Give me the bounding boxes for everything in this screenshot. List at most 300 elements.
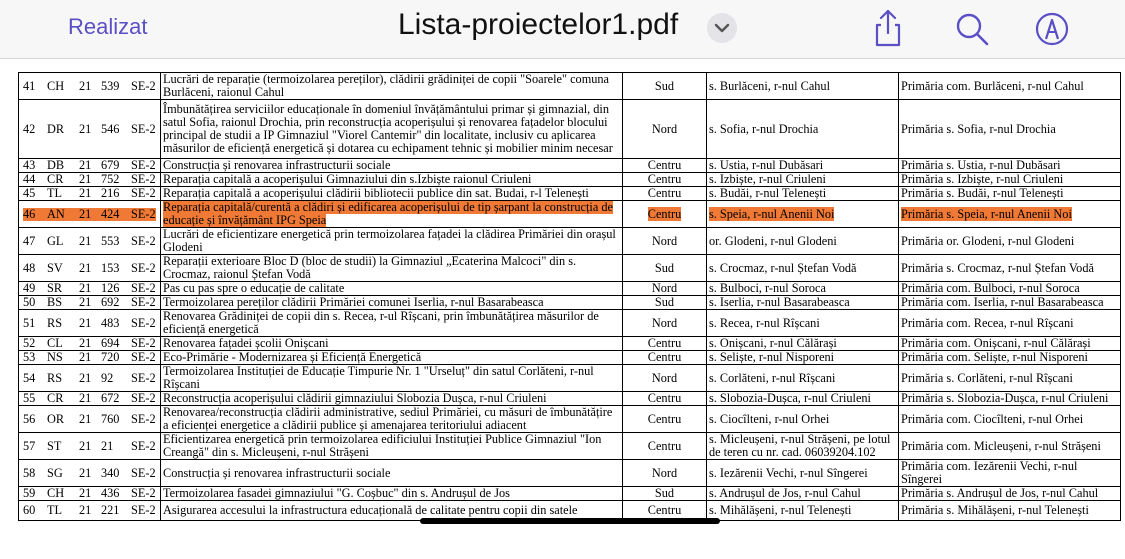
district-code: CH [47, 486, 65, 500]
program-code: SE-2 [131, 438, 156, 453]
location-cell-text: or. Glodeni, r-nul Glodeni [709, 233, 837, 248]
location-cell-text: s. Andrușul de Jos, r-nul Cahul [709, 486, 861, 500]
project-description-text: Eficientizarea energetică prin termoizolarea edificiului Instituției Publice Gimnaziul "Ion Creangă" din s. Micleușeni, r-nul Strășeni [163, 432, 602, 459]
table-row [19, 187, 1121, 201]
project-id: 553 [101, 233, 120, 248]
project-description [161, 100, 623, 159]
location-cell-text: s. Izbiște, r-nul Criuleni [709, 172, 826, 186]
share-icon [868, 8, 908, 48]
beneficiary-cell [899, 406, 1121, 433]
location-cell-text: s. Onișcani, r-nul Călărași [709, 336, 837, 350]
row-number: 56 [23, 411, 36, 426]
project-id: 92 [101, 370, 114, 385]
share-button[interactable] [868, 8, 908, 48]
project-code-cell [19, 337, 161, 351]
project-description [161, 351, 623, 365]
beneficiary-cell [899, 255, 1121, 282]
year-code: 21 [79, 281, 92, 295]
location-cell-text: s. Burlăceni, r-nul Cahul [709, 78, 830, 93]
region-cell [623, 201, 707, 228]
project-description-text: Renovarea Grădiniței de copii din s. Recea, r-ul Rîșcani, prin îmbunătățirea măsurilor de eficiență energetică [163, 309, 599, 336]
project-description [161, 296, 623, 310]
pdf-toolbar [0, 0, 1125, 59]
beneficiary-cell [899, 73, 1121, 100]
year-code: 21 [79, 350, 92, 364]
project-code-cell [19, 460, 161, 487]
pdf-page[interactable] [18, 72, 1122, 559]
project-code-cell [19, 201, 161, 228]
table-row [19, 406, 1121, 433]
project-id: 21 [101, 438, 114, 453]
project-description-text: Lucrări de eficientizare energetică prin termoizolarea fațadei la clădirea Primăriei din orașul Glodeni [163, 227, 616, 254]
project-description-text: Reparații exterioare Bloc D (bloc de studii) la Gimnaziul „Ecaterina Malcoci" din s. Crocmaz, raionul Ștefan Vodă [163, 254, 577, 281]
table-row [19, 201, 1121, 228]
project-description-text: Pas cu pas spre o educație de calitate [163, 281, 345, 295]
district-code: ST [47, 438, 62, 453]
project-id: 126 [101, 281, 120, 295]
project-description-text: Reparația capitală/curentă a clădiri și edificarea acoperișului de tip șarpant la construcția de educație și învățământ IPG Speia [163, 200, 613, 227]
year-code: 21 [79, 78, 92, 93]
project-id: 694 [101, 336, 120, 350]
project-code-cell [19, 73, 161, 100]
row-number: 58 [23, 465, 36, 480]
chevron-down-icon [707, 13, 737, 43]
project-id: 424 [101, 208, 131, 221]
program-code: SE-2 [131, 465, 156, 480]
region-cell [623, 433, 707, 460]
row-number: 47 [23, 233, 36, 248]
table-row [19, 73, 1121, 100]
row-number: 50 [23, 295, 36, 309]
district-code: DR [47, 121, 65, 136]
project-description-text: Construcția și renovarea infrastructurii sociale [163, 158, 391, 172]
project-id: 672 [101, 391, 120, 405]
project-code-cell [19, 365, 161, 392]
region-cell-text: Centru [647, 206, 682, 221]
region-cell-text: Sud [654, 78, 675, 93]
project-description-text: Lucrări de reparație (termoizolarea pereților), clădirii grădiniței de copii "Soarele" comuna Burlăceni, raionul Cahul [163, 72, 610, 99]
row-number: 41 [23, 78, 36, 93]
beneficiary-cell [899, 351, 1121, 365]
location-cell [707, 159, 899, 173]
location-cell [707, 337, 899, 351]
project-description [161, 187, 623, 201]
location-cell-text: s. Ciocîlteni, r-nul Orhei [709, 411, 830, 426]
location-cell [707, 365, 899, 392]
location-cell-text: s. Iezărenii Vechi, r-nul Sîngerei [709, 465, 868, 480]
beneficiary-cell [899, 310, 1121, 337]
location-cell [707, 392, 899, 406]
row-number: 46 [23, 208, 47, 221]
project-description [161, 487, 623, 501]
beneficiary-cell-text: Primăria s. Budăi, r-nul Telenești [901, 186, 1064, 200]
beneficiary-cell [899, 228, 1121, 255]
region-cell-text: Centru [647, 503, 682, 517]
project-description-text: Eco-Primărie - Modernizarea și Eficiență Energetică [163, 350, 422, 364]
project-description [161, 460, 623, 487]
beneficiary-cell [899, 460, 1121, 487]
beneficiary-cell-text: Primăria com. Onișcani, r-nul Călărași [901, 336, 1091, 350]
project-description-text: Asigurarea accesului la infrastructura educațională de calitate pentru copii din satele [163, 503, 578, 517]
search-icon [952, 8, 992, 48]
project-code-cell [19, 228, 161, 255]
row-number: 60 [23, 503, 36, 517]
region-cell [623, 255, 707, 282]
location-cell [707, 433, 899, 460]
location-cell [707, 310, 899, 337]
row-number: 57 [23, 438, 36, 453]
project-code-cell [19, 433, 161, 460]
project-description-text: Reparația capitală a acoperișului clădirii bibliotecii publice din sat. Budai, r-l Telenești [163, 186, 589, 200]
project-id: 340 [101, 465, 120, 480]
row-number: 42 [23, 121, 36, 136]
project-description-text: Renovarea/reconstrucția clădirii administrative, sediul Primăriei, cu măsuri de îmbunătățire a eficienței energetice a clădirii publice și amenajarea teritoriului adiacent [163, 405, 613, 432]
project-description-text: Termoizolarea Instituției de Educație Timpurie Nr. 1 "Urseluț" din satul Corlăteni, r-nul Rîșcani [163, 364, 594, 391]
project-description [161, 433, 623, 460]
project-code-cell [19, 282, 161, 296]
location-cell-text: s. Budăi, r-nul Telenești [709, 186, 827, 200]
region-cell [623, 310, 707, 337]
project-description-text: Îmbunătățirea serviciilor educaționale în domeniul învățământului primar și gimnazial, din satul Sofia, raionul Drochia, prin reconstrucția acoperișului și renovarea fațadelor blocului principal de studii a IP Gimnaziul "Viorel Cantemir" din localitate, inclusiv cu aplicarea măsurilor de eficiență energetică și dotarea cu echipament tehnic și mobilier minim necesar [163, 102, 613, 155]
project-description [161, 282, 623, 296]
project-description [161, 159, 623, 173]
location-cell-text: s. Slobozia-Dușca, r-nul Criuleni [709, 391, 871, 405]
region-cell-text: Centru [647, 411, 682, 426]
program-code: SE-2 [131, 295, 156, 309]
row-number: 59 [23, 486, 36, 500]
beneficiary-cell-text: Primăria s. Sofia, r-nul Drochia [901, 121, 1056, 136]
location-cell [707, 296, 899, 310]
location-cell [707, 501, 899, 521]
table-row [19, 460, 1121, 487]
year-code: 21 [79, 411, 92, 426]
district-code: CR [47, 391, 64, 405]
location-cell [707, 460, 899, 487]
project-description [161, 406, 623, 433]
beneficiary-cell [899, 201, 1121, 228]
table-row [19, 392, 1121, 406]
year-code: 21 [79, 336, 92, 350]
beneficiary-cell-text: Primăria com. Burlăceni, r-nul Cahul [901, 78, 1084, 93]
region-cell-text: Nord [651, 370, 678, 385]
row-number: 54 [23, 370, 36, 385]
year-code: 21 [79, 486, 92, 500]
project-code-cell [19, 487, 161, 501]
program-code: SE-2 [131, 350, 156, 364]
beneficiary-cell [899, 365, 1121, 392]
beneficiary-cell [899, 173, 1121, 187]
project-description-text: Termoizolarea fasadei gimnaziului "G. Coșbuc" din s. Andrușul de Jos [163, 486, 510, 500]
year-code: 21 [79, 465, 92, 480]
year-code: 21 [79, 503, 92, 517]
region-cell-text: Sud [654, 295, 675, 309]
location-cell-text: s. Mihălășeni, r-nul Telenești [709, 503, 852, 517]
table-row [19, 365, 1121, 392]
location-cell [707, 173, 899, 187]
table-row [19, 282, 1121, 296]
beneficiary-cell [899, 187, 1121, 201]
project-id: 221 [101, 503, 120, 517]
projects-table [18, 72, 1121, 521]
project-code-cell [19, 351, 161, 365]
project-id: 153 [101, 260, 120, 275]
project-description [161, 337, 623, 351]
project-id: 436 [101, 486, 120, 500]
location-cell [707, 282, 899, 296]
project-code-cell [19, 501, 161, 521]
project-code-cell [19, 310, 161, 337]
region-cell [623, 73, 707, 100]
search-button[interactable] [952, 8, 992, 48]
region-cell [623, 460, 707, 487]
table-row [19, 310, 1121, 337]
beneficiary-cell [899, 296, 1121, 310]
region-cell [623, 187, 707, 201]
region-cell-text: Sud [654, 260, 675, 275]
project-id: 720 [101, 350, 120, 364]
beneficiary-cell-text: Primăria com. Iezărenii Vechi, r-nul Sîngerei [901, 459, 1078, 486]
row-number: 51 [23, 315, 36, 330]
region-cell-text: Centru [647, 186, 682, 200]
program-code: SE-2 [131, 260, 156, 275]
year-code: 21 [79, 295, 92, 309]
region-cell [623, 365, 707, 392]
region-cell-text: Centru [647, 336, 682, 350]
beneficiary-cell [899, 392, 1121, 406]
region-cell-text: Nord [651, 233, 678, 248]
region-cell [623, 282, 707, 296]
region-cell-text: Centru [647, 172, 682, 186]
program-code: SE-2 [131, 121, 156, 136]
year-code: 21 [79, 370, 92, 385]
region-cell [623, 337, 707, 351]
year-code: 21 [79, 121, 92, 136]
district-code: TL [47, 186, 63, 200]
location-cell [707, 187, 899, 201]
project-id: 692 [101, 295, 120, 309]
program-code: SE-2 [131, 78, 156, 93]
district-code: DB [47, 158, 65, 172]
beneficiary-cell [899, 487, 1121, 501]
beneficiary-cell-text: Primăria com. Seliște, r-nul Nisporeni [901, 350, 1088, 364]
region-cell [623, 392, 707, 406]
region-cell-text: Sud [654, 486, 675, 500]
beneficiary-cell-text: Primăria s. Ustia, r-nul Dubăsari [901, 158, 1061, 172]
district-code: CL [47, 336, 63, 350]
markup-icon [1032, 8, 1072, 48]
region-cell-text: Centru [647, 391, 682, 405]
district-code: GL [47, 233, 64, 248]
table-row [19, 159, 1121, 173]
region-cell-text: Centru [647, 438, 682, 453]
location-cell [707, 73, 899, 100]
district-code: SR [47, 281, 63, 295]
beneficiary-cell-text: Primăria s. Izbiște, r-nul Criuleni [901, 172, 1064, 186]
beneficiary-cell [899, 159, 1121, 173]
year-code: 21 [79, 186, 92, 200]
year-code: 21 [79, 438, 92, 453]
district-code: RS [47, 370, 63, 385]
beneficiary-cell-text: Primăria s. Slobozia-Dușca, r-nul Criuleni [901, 391, 1109, 405]
row-number: 49 [23, 281, 36, 295]
district-code: RS [47, 315, 63, 330]
program-code: SE-2 [131, 315, 156, 330]
project-code-cell [19, 187, 161, 201]
project-id: 546 [101, 121, 120, 136]
beneficiary-cell-text: Primăria s. Corlăteni, r-nul Rîșcani [901, 370, 1073, 385]
project-id: 760 [101, 411, 120, 426]
program-code: SE-2 [131, 411, 156, 426]
row-number: 45 [23, 186, 36, 200]
district-code: NS [47, 350, 63, 364]
year-code: 21 [79, 391, 92, 405]
page-scrubber[interactable] [420, 518, 720, 524]
location-cell [707, 228, 899, 255]
project-id: 752 [101, 172, 120, 186]
region-cell [623, 228, 707, 255]
district-code: AN [47, 208, 79, 221]
beneficiary-cell-text: Primăria com. Recea, r-nul Rîșcani [901, 315, 1074, 330]
year-code: 21 [79, 208, 101, 221]
project-code-cell [19, 159, 161, 173]
region-cell-text: Centru [647, 158, 682, 172]
year-code: 21 [79, 315, 92, 330]
table-row [19, 296, 1121, 310]
project-description-text: Termoizolarea pereților clădirii Primăriei comunei Iserlia, r-nul Basarabeasca [163, 295, 544, 309]
beneficiary-cell-text: Primăria com. Micleușeni, r-nul Strășeni [901, 438, 1101, 453]
beneficiary-cell-text: Primăria s. Speia, r-nul Anenii Noi [901, 206, 1072, 221]
beneficiary-cell-text: Primăria com. Bulboci, r-nul Soroca [901, 281, 1080, 295]
project-description [161, 392, 623, 406]
region-cell [623, 296, 707, 310]
location-cell-text: s. Micleușeni, r-nul Strășeni, pe lotul de teren cu nr. cad. 06039204.102 [709, 432, 891, 459]
row-number: 55 [23, 391, 36, 405]
program-code: SE-2 [131, 336, 156, 350]
beneficiary-cell-text: Primăria s. Crocmaz, r-nul Ștefan Vodă [901, 260, 1094, 275]
table-row [19, 100, 1121, 159]
year-code: 21 [79, 260, 92, 275]
project-description [161, 201, 623, 228]
project-code-cell [19, 173, 161, 187]
project-description-text: Renovarea fațadei școlii Onișcani [163, 336, 329, 350]
beneficiary-cell [899, 337, 1121, 351]
district-code: TL [47, 503, 63, 517]
region-cell-text: Nord [651, 465, 678, 480]
location-cell-text: s. Speia, r-nul Anenii Noi [709, 206, 835, 221]
year-code: 21 [79, 158, 92, 172]
region-cell [623, 159, 707, 173]
row-number: 53 [23, 350, 36, 364]
project-code-cell [19, 255, 161, 282]
location-cell-text: s. Recea, r-nul Rîșcani [709, 315, 820, 330]
project-id: 539 [101, 78, 120, 93]
beneficiary-cell-text: Primăria s. Mihălășeni, r-nul Telenești [901, 503, 1089, 517]
region-cell [623, 351, 707, 365]
program-code: SE-2 [131, 186, 156, 200]
location-cell-text: s. Sofia, r-nul Drochia [709, 121, 819, 136]
region-cell-text: Nord [651, 121, 678, 136]
program-code: SE-2 [131, 281, 156, 295]
project-description [161, 173, 623, 187]
title-menu-button[interactable] [707, 13, 737, 43]
document-title[interactable]: Lista-proiectelor1.pdf [398, 8, 679, 41]
row-number: 52 [23, 336, 36, 350]
program-code: SE-2 [131, 391, 156, 405]
district-code: BS [47, 295, 63, 309]
beneficiary-cell-text: Primăria s. Andrușul de Jos, r-nul Cahul [901, 486, 1099, 500]
beneficiary-cell [899, 433, 1121, 460]
location-cell-text: s. Bulboci, r-nul Soroca [709, 281, 826, 295]
beneficiary-cell [899, 100, 1121, 159]
region-cell-text: Centru [647, 350, 682, 364]
program-code: SE-2 [131, 206, 156, 221]
district-code: OR [47, 411, 65, 426]
project-id: 679 [101, 158, 120, 172]
project-code-cell [19, 296, 161, 310]
region-cell [623, 487, 707, 501]
project-code-cell [19, 406, 161, 433]
location-cell-text: s. Seliște, r-nul Nisporeni [709, 350, 835, 364]
table-row [19, 433, 1121, 460]
region-cell [623, 100, 707, 159]
done-button[interactable]: Realizat [68, 14, 148, 39]
beneficiary-cell [899, 501, 1121, 521]
beneficiary-cell-text: Primăria com. Iserlia, r-nul Basarabeasca [901, 295, 1104, 309]
project-description [161, 310, 623, 337]
project-description [161, 73, 623, 100]
location-cell [707, 100, 899, 159]
district-code: CR [47, 172, 64, 186]
project-id: 216 [101, 186, 120, 200]
row-number: 48 [23, 260, 36, 275]
project-description-text: Reparația capitală a acoperișului Gimnaziului din s.Izbiște raionul Criuleni [163, 172, 532, 186]
project-description [161, 365, 623, 392]
row-number: 44 [23, 172, 36, 186]
program-code: SE-2 [131, 486, 156, 500]
project-description-text: Reconstrucția acoperișului clădirii gimnaziului Slobozia Dușca, r-nul Criuleni [163, 391, 547, 405]
location-cell [707, 255, 899, 282]
table-row [19, 228, 1121, 255]
location-cell-text: s. Ustia, r-nul Dubăsari [709, 158, 824, 172]
program-code: SE-2 [131, 233, 156, 248]
year-code: 21 [79, 172, 92, 186]
beneficiary-cell [899, 282, 1121, 296]
region-cell [623, 406, 707, 433]
project-description [161, 255, 623, 282]
district-code: SG [47, 465, 63, 480]
location-cell [707, 406, 899, 433]
location-cell-text: s. Iserlia, r-nul Basarabeasca [709, 295, 850, 309]
markup-button[interactable] [1032, 8, 1072, 48]
project-description [161, 228, 623, 255]
table-row [19, 173, 1121, 187]
project-code-cell [19, 100, 161, 159]
table-row [19, 487, 1121, 501]
location-cell [707, 201, 899, 228]
beneficiary-cell-text: Primăria or. Glodeni, r-nul Glodeni [901, 233, 1075, 248]
table-row [19, 255, 1121, 282]
district-code: CH [47, 78, 65, 93]
region-cell-text: Nord [651, 281, 678, 295]
region-cell [623, 173, 707, 187]
location-cell [707, 351, 899, 365]
project-id: 483 [101, 315, 120, 330]
location-cell-text: s. Corlăteni, r-nul Rîșcani [709, 370, 836, 385]
district-code: SV [47, 260, 63, 275]
location-cell [707, 487, 899, 501]
year-code: 21 [79, 233, 92, 248]
program-code: SE-2 [131, 503, 156, 517]
